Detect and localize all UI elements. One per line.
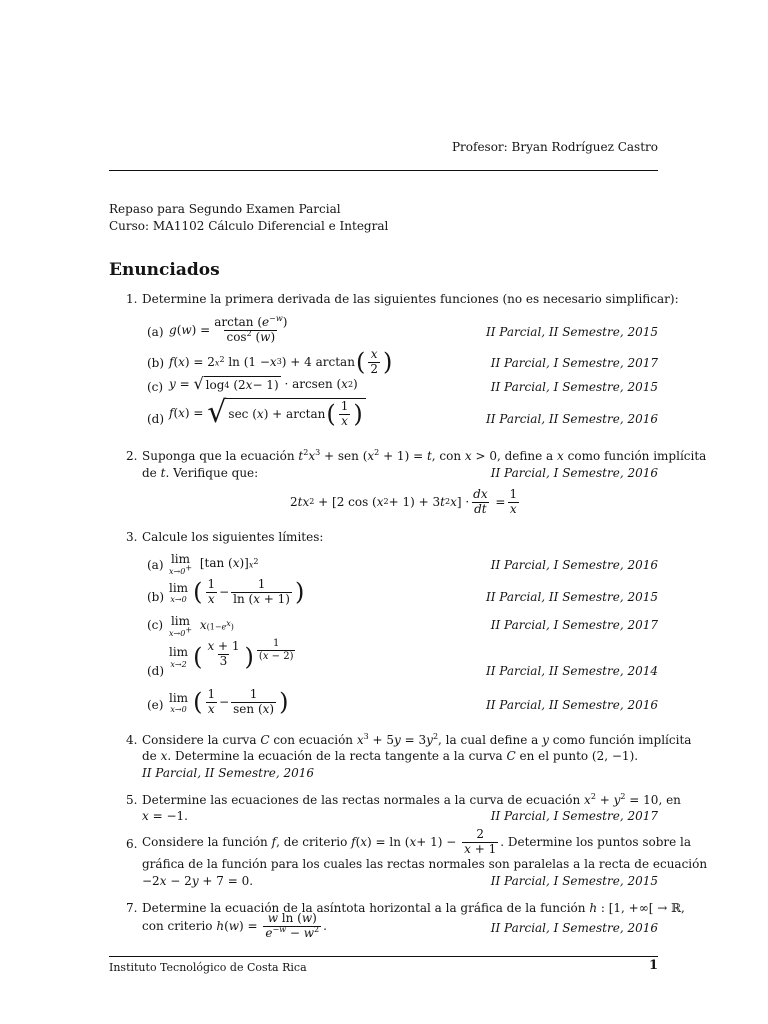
q3c-reference: II Parcial, I Semestre, 2017 xyxy=(490,618,658,632)
q3a-reference: II Parcial, I Semestre, 2016 xyxy=(490,558,658,572)
footer-institution: Instituto Tecnológico de Costa Rica xyxy=(109,961,307,974)
q5-text-line1: Determine las ecuaciones de las rectas normales a la curva de ecuación $x^2 + y^2 = 10$, en xyxy=(142,792,681,807)
q1-number: 1. xyxy=(126,292,138,306)
q1b-reference: II Parcial, I Semestre, 2017 xyxy=(490,356,658,370)
q3c-formula: lim x→0+ x $(1-e^x)$ xyxy=(169,614,234,638)
q3d-formula: lim x→2 ( $\frac{x + 1}{3}$ ) $\frac{1}{(x - 2)}$ xyxy=(169,638,294,671)
review-title: Repaso para Segundo Examen Parcial xyxy=(109,202,341,216)
q6-number: 6. xyxy=(126,837,138,851)
q3a-formula: lim x→0+ [tan ( x )] $x^2$ xyxy=(169,552,259,576)
q5-text-line2: x = −1. xyxy=(142,809,188,823)
q3-text: Calcule los siguientes límites: xyxy=(142,530,324,544)
q1a-reference: II Parcial, II Semestre, 2015 xyxy=(486,325,658,339)
q6-text-line1: Considere la función f , de criterio f ( x ) = ln ( x + 1) − $\frac{2}{x + 1}$ . Determine los puntos sobre la xyxy=(142,827,692,856)
q6-text-line3: −2x − 2y + 7 = 0. xyxy=(142,874,254,888)
q4-text-line1: Considere la curva C con ecuación $x^3 + 5y = 3y^2$, la cual define a y como función implícita xyxy=(142,732,692,747)
q2-number: 2. xyxy=(126,449,138,463)
q5-number: 5. xyxy=(126,793,138,807)
q7-text-line2: con criterio h ( w ) = $\frac{\text{w ln (w)}}{e^{-w} - w^2}$ . xyxy=(142,911,327,940)
header-rule xyxy=(109,170,658,171)
q5-reference: II Parcial, I Semestre, 2017 xyxy=(490,809,658,823)
q1b-formula: f ( x ) = 2 $x^2$ ln (1 − x 3 ) + 4 arctan ( $\frac{x}{2}$ ) xyxy=(169,347,393,377)
q4-reference: II Parcial, II Semestre, 2016 xyxy=(142,766,314,780)
q7-number: 7. xyxy=(126,901,138,915)
q3c-label: (c) xyxy=(147,618,164,632)
q3a-label: (a) xyxy=(147,558,164,572)
q3d-reference: II Parcial, II Semestre, 2014 xyxy=(486,664,658,678)
q1c-formula: y = √ log 4 (2 x − 1) · arcsen ( x 2 ) xyxy=(169,374,358,393)
professor-name: Profesor: Bryan Rodríguez Castro xyxy=(451,140,658,154)
q1d-formula: f ( x ) = √ sec ( x ) + arctan ( $\frac{1}{x}$ ) xyxy=(169,398,366,429)
q2-text-line2: de t. Verifique que: xyxy=(142,466,259,480)
q1a-formula: g ( w ) = $\frac{\arctan (e^{-w})}{\cos^2 (w)}$ xyxy=(169,314,288,344)
q7-text-line1: Determine la ecuación de la asíntota horizontal a la gráfica de la función h : [1, +∞[ → ℝ, xyxy=(142,901,685,915)
q4-number: 4. xyxy=(126,733,138,747)
q1c-label: (c) xyxy=(147,380,164,394)
page-number: 1 xyxy=(648,958,658,973)
q3-number: 3. xyxy=(126,530,138,544)
q3b-formula: lim x→0 ( $\frac{1}{x}$ − $\frac{1}{\ln (x + 1)}$ ) xyxy=(169,577,305,607)
q6-reference: II Parcial, I Semestre, 2015 xyxy=(490,874,658,888)
q2-equation: 2 tx 2 + [2 cos ( x 2 + 1) + 3 t 2 x ] · $\frac{dx}{dt}$ = $\frac{1}{x}$ xyxy=(290,487,518,516)
q3e-reference: II Parcial, II Semestre, 2016 xyxy=(486,698,658,712)
q1d-label: (d) xyxy=(147,412,165,426)
q3e-label: (e) xyxy=(147,698,164,712)
q4-text-line2: de x. Determine la ecuación de la recta tangente a la curva C en el punto (2, −1). xyxy=(142,749,639,763)
footer-rule xyxy=(109,956,658,957)
q1-text: Determine la primera derivada de las siguientes funciones (no es necesario simplificar): xyxy=(142,292,679,306)
q2-text-line1: Suponga que la ecuación $t^2x^3$ + sen $(x^2 + 1) = t$, con x > 0, define a x como función implícita xyxy=(142,448,707,463)
q3b-label: (b) xyxy=(147,590,165,604)
q1d-reference: II Parcial, II Semestre, 2016 xyxy=(486,412,658,426)
q1c-reference: II Parcial, I Semestre, 2015 xyxy=(490,380,658,394)
q2-reference: II Parcial, I Semestre, 2016 xyxy=(490,466,658,480)
section-heading: Enunciados xyxy=(109,260,220,280)
q3e-formula: lim x→0 ( $\frac{1}{x}$ − $\frac{1}{\text{sen (x)}}$ ) xyxy=(169,687,289,717)
q1a-label: (a) xyxy=(147,325,164,339)
q1b-label: (b) xyxy=(147,356,165,370)
q7-reference: II Parcial, I Semestre, 2016 xyxy=(490,921,658,935)
q3b-reference: II Parcial, II Semestre, 2015 xyxy=(486,590,658,604)
q3d-label: (d) xyxy=(147,664,165,678)
course-name: Curso: MA1102 Cálculo Diferencial e Integral xyxy=(109,219,389,233)
q6-text-line2: gráfica de la función para los cuales las rectas normales son paralelas a la recta de ecuación xyxy=(142,857,708,871)
